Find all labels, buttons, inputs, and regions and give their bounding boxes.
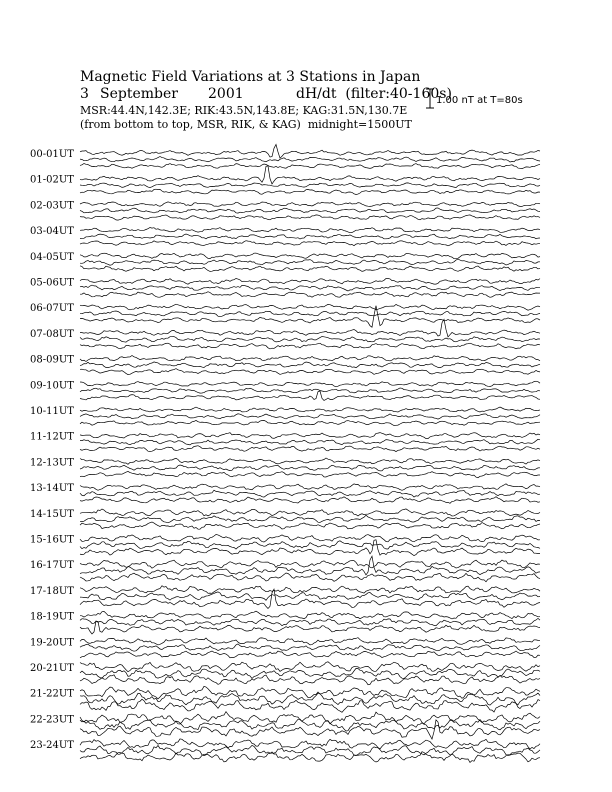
- hour-label: 10-11UT: [30, 406, 74, 417]
- hour-label: 19-20UT: [30, 637, 74, 649]
- trace-kag: [80, 484, 540, 491]
- trace-msr: [80, 343, 540, 349]
- trace-rik: [80, 618, 540, 625]
- hour-label: 08-09UT: [30, 354, 74, 366]
- trace-rik: [80, 515, 540, 523]
- trace-kag: [80, 166, 540, 184]
- trace-msr: [80, 720, 540, 739]
- trace-kag: [80, 458, 540, 464]
- trace-kag: [80, 535, 540, 543]
- trace-msr: [80, 241, 540, 246]
- trace-kag: [80, 712, 540, 724]
- trace-kag: [80, 202, 540, 207]
- quantity-label: dH/dt: [296, 86, 337, 102]
- trace-kag: [80, 319, 540, 337]
- trace-rik: [80, 183, 540, 188]
- trace-msr: [80, 699, 540, 712]
- trace-rik: [80, 414, 540, 419]
- hour-label: 13-14UT: [30, 483, 74, 495]
- trace-kag: [80, 279, 540, 285]
- trace-msr: [80, 621, 540, 634]
- trace-kag: [80, 433, 540, 439]
- trace-rik: [80, 362, 540, 368]
- order-note: (from bottom to top, MSR, RIK, & KAG): [80, 118, 301, 131]
- hour-label: 18-19UT: [30, 611, 74, 623]
- trace-rik: [80, 490, 540, 497]
- trace-kag: [80, 145, 540, 159]
- trace-msr: [80, 164, 540, 169]
- trace-rik: [80, 668, 540, 678]
- trace-msr: [80, 497, 540, 504]
- trace-kag: [80, 304, 540, 310]
- trace-kag: [80, 662, 540, 672]
- trace-rik: [80, 592, 540, 600]
- hour-label: 02-03UT: [30, 200, 74, 212]
- trace-msr: [80, 522, 540, 529]
- hour-label: 04-05UT: [30, 251, 74, 263]
- station-coordinates: MSR:44.4N,142.3E; RIK:43.5N,143.8E; KAG:31.5N,130.7E: [80, 104, 408, 117]
- trace-kag: [80, 228, 540, 233]
- hour-label: 15-16UT: [30, 534, 74, 546]
- hour-label: 20-21UT: [30, 663, 74, 674]
- hour-label: 06-07UT: [30, 303, 74, 315]
- trace-rik: [80, 439, 540, 445]
- trace-kag: [80, 560, 540, 568]
- trace-rik: [80, 311, 540, 317]
- filter-label: (filter:40-160s): [345, 86, 452, 102]
- trace-kag: [80, 509, 540, 516]
- hour-label: 14-15UT: [30, 508, 74, 520]
- trace-msr: [80, 446, 540, 452]
- trace-rik: [80, 556, 540, 575]
- trace-kag: [80, 638, 540, 645]
- hour-label: 05-06UT: [30, 277, 74, 289]
- hour-label: 07-08UT: [30, 328, 74, 340]
- trace-rik: [80, 234, 540, 239]
- trace-msr: [80, 589, 540, 608]
- date-month: September: [100, 86, 178, 102]
- hour-label: 00-01UT: [30, 149, 74, 160]
- trace-kag: [80, 686, 540, 699]
- trace-rik: [80, 719, 540, 731]
- date-day: 3: [80, 86, 89, 102]
- trace-rik: [80, 259, 540, 265]
- trace-rik: [80, 541, 540, 549]
- trace-msr: [80, 391, 540, 401]
- hour-label: 11-12UT: [30, 431, 74, 443]
- trace-kag: [80, 253, 540, 259]
- hour-label: 03-04UT: [30, 226, 74, 238]
- trace-rik: [80, 388, 540, 393]
- trace-msr: [80, 651, 540, 658]
- trace-rik: [80, 337, 540, 343]
- hour-label: 01-02UT: [30, 174, 74, 186]
- trace-msr: [80, 215, 540, 220]
- trace-msr: [80, 420, 540, 425]
- trace-rik: [80, 285, 540, 291]
- hour-label: 21-22UT: [30, 688, 74, 700]
- trace-msr: [80, 292, 540, 298]
- trace-msr: [80, 540, 540, 556]
- trace-rik: [80, 745, 540, 755]
- scale-bar-label: 1.00 nT at T=80s: [436, 95, 523, 106]
- hour-label: 16-17UT: [30, 560, 74, 572]
- trace-msr: [80, 471, 540, 477]
- trace-msr: [80, 266, 540, 272]
- hour-label: 23-24UT: [30, 740, 74, 752]
- trace-kag: [80, 381, 540, 387]
- trace-msr: [80, 369, 540, 375]
- hour-label: 17-18UT: [30, 585, 74, 597]
- trace-kag: [80, 407, 540, 412]
- hour-label: 12-13UT: [30, 457, 74, 469]
- date-year: 2001: [208, 86, 244, 102]
- trace-msr: [80, 573, 540, 582]
- trace-rik: [80, 157, 540, 163]
- trace-kag: [80, 356, 540, 362]
- hour-label: 22-23UT: [30, 714, 74, 726]
- trace-msr: [80, 189, 540, 194]
- trace-rik: [80, 465, 540, 471]
- trace-kag: [80, 611, 540, 619]
- chart-title: Magnetic Field Variations at 3 Stations in Japan: [80, 69, 421, 85]
- midnight-note: midnight=1500UT: [307, 118, 412, 131]
- hour-label: 09-10UT: [30, 380, 74, 392]
- trace-rik: [80, 208, 540, 213]
- trace-kag: [80, 586, 540, 594]
- trace-msr: [80, 306, 540, 328]
